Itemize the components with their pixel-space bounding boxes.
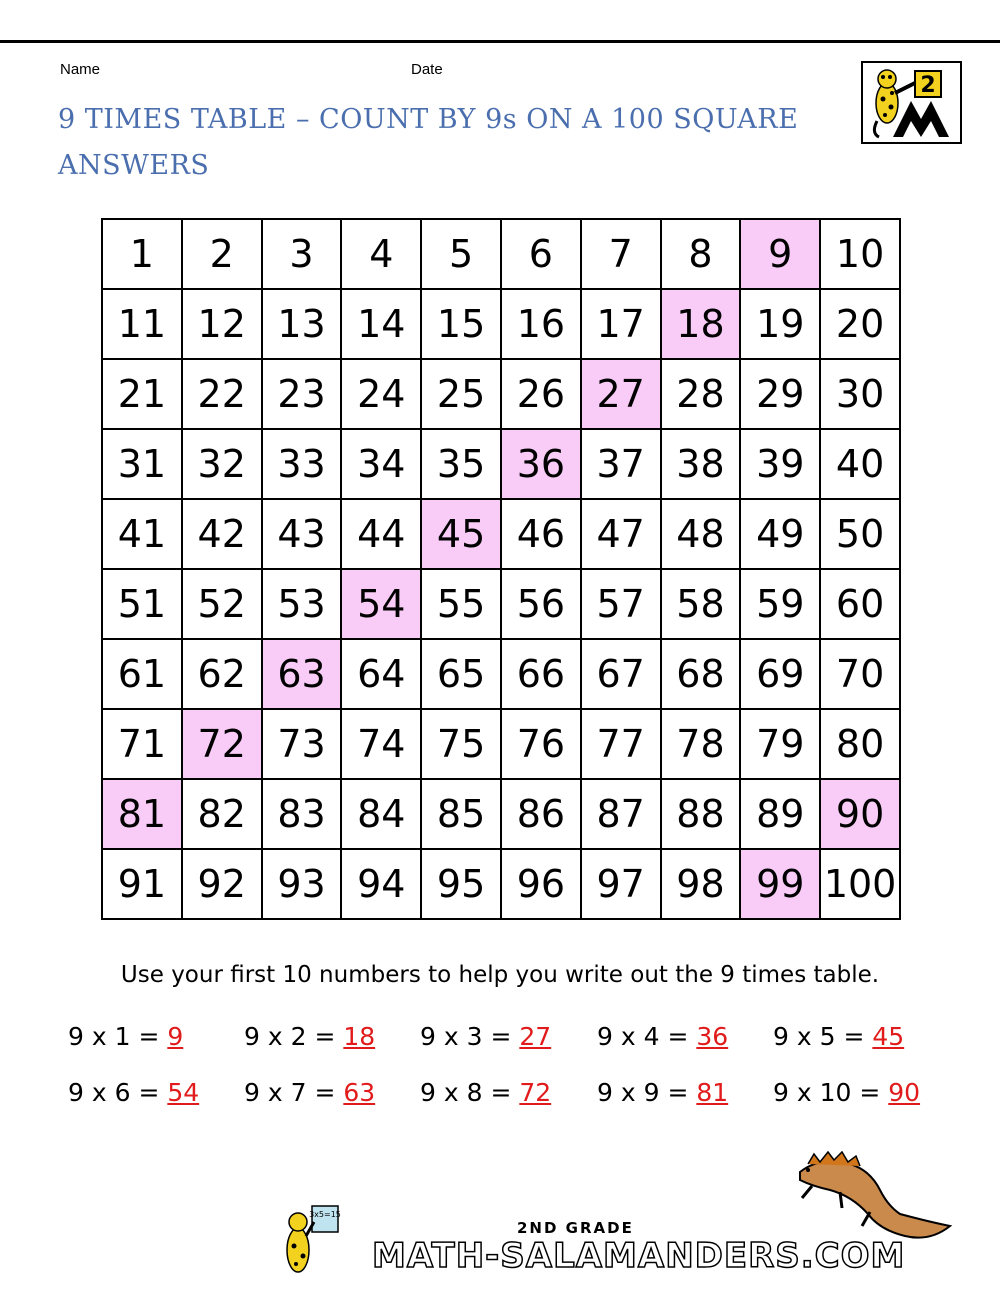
grid-cell: 93 <box>262 849 342 919</box>
grid-cell: 4 <box>341 219 421 289</box>
grid-cell: 86 <box>501 779 581 849</box>
grid-cell: 36 <box>501 429 581 499</box>
equation <box>773 1022 904 1051</box>
equation <box>244 1078 375 1107</box>
grid-row <box>102 289 900 359</box>
grid-cell: 14 <box>341 289 421 359</box>
grade-label: 2ND GRADE <box>517 1219 634 1237</box>
grid-cell: 46 <box>501 499 581 569</box>
grid-row <box>102 429 900 499</box>
board-text: 3x5=15 <box>309 1210 341 1219</box>
grid-cell: 27 <box>581 359 661 429</box>
grid-cell: 6 <box>501 219 581 289</box>
grid-cell: 24 <box>341 359 421 429</box>
grid-cell: 2 <box>182 219 262 289</box>
equation <box>68 1022 183 1051</box>
grid-cell: 82 <box>182 779 262 849</box>
instruction-text: Use your first 10 numbers to help you write out the 9 times table. <box>120 962 880 988</box>
grid-cell: 26 <box>501 359 581 429</box>
grid-cell: 7 <box>581 219 661 289</box>
salamander-mascot-icon <box>863 63 960 142</box>
equation-question: 9 x 1 = <box>68 1022 168 1051</box>
grid-row <box>102 359 900 429</box>
equation-answer: 81 <box>696 1078 729 1107</box>
grid-cell: 71 <box>102 709 182 779</box>
grid-cell: 44 <box>341 499 421 569</box>
grid-cell: 77 <box>581 709 661 779</box>
grid-row <box>102 709 900 779</box>
equation-question: 9 x 8 = <box>420 1078 520 1107</box>
equation-answer: 90 <box>888 1078 921 1107</box>
grid-cell: 13 <box>262 289 342 359</box>
equation-answer: 72 <box>519 1078 552 1107</box>
equation-answer: 18 <box>343 1022 376 1051</box>
top-rule <box>0 40 1000 43</box>
grid-cell: 21 <box>102 359 182 429</box>
grid-cell: 11 <box>102 289 182 359</box>
grid-cell: 32 <box>182 429 262 499</box>
grid-cell: 97 <box>581 849 661 919</box>
equation-question: 9 x 10 = <box>773 1078 889 1107</box>
equation-answer: 27 <box>519 1022 552 1051</box>
grid-cell: 25 <box>421 359 501 429</box>
grid-cell: 54 <box>341 569 421 639</box>
grid-cell: 15 <box>421 289 501 359</box>
grid-cell: 58 <box>661 569 741 639</box>
grid-cell: 80 <box>820 709 900 779</box>
grid-cell: 33 <box>262 429 342 499</box>
page-subtitle: ANSWERS <box>58 150 210 181</box>
equation-question: 9 x 6 = <box>68 1078 168 1107</box>
grid-cell: 100 <box>820 849 900 919</box>
grid-cell: 59 <box>740 569 820 639</box>
grid-cell: 85 <box>421 779 501 849</box>
grid-cell: 57 <box>581 569 661 639</box>
grid-cell: 10 <box>820 219 900 289</box>
equation <box>597 1078 728 1107</box>
equation <box>773 1078 920 1107</box>
grid-cell: 73 <box>262 709 342 779</box>
equation-question: 9 x 5 = <box>773 1022 873 1051</box>
grid-cell: 49 <box>740 499 820 569</box>
grid-cell: 66 <box>501 639 581 709</box>
grid-cell: 90 <box>820 779 900 849</box>
grid-cell: 5 <box>421 219 501 289</box>
grid-cell: 63 <box>262 639 342 709</box>
grid-cell: 51 <box>102 569 182 639</box>
grid-cell: 78 <box>661 709 741 779</box>
grid-cell: 39 <box>740 429 820 499</box>
grid-cell: 89 <box>740 779 820 849</box>
footer-mascot-icon <box>287 1206 341 1272</box>
grid-cell: 23 <box>262 359 342 429</box>
grid-cell: 87 <box>581 779 661 849</box>
grid-cell: 43 <box>262 499 342 569</box>
grid-cell: 67 <box>581 639 661 709</box>
grid-row <box>102 219 900 289</box>
equation-answer: 9 <box>167 1022 184 1051</box>
grid-cell: 64 <box>341 639 421 709</box>
equation <box>68 1078 199 1107</box>
grid-cell: 81 <box>102 779 182 849</box>
equation-question: 9 x 2 = <box>244 1022 344 1051</box>
grid-cell: 55 <box>421 569 501 639</box>
name-label: Name <box>60 61 101 78</box>
grid-cell: 88 <box>661 779 741 849</box>
site-logo-text: MATH-SALAMANDERS.COM <box>372 1236 906 1276</box>
grid-cell: 72 <box>182 709 262 779</box>
grid-cell: 1 <box>102 219 182 289</box>
grid-cell: 30 <box>820 359 900 429</box>
grid-cell: 22 <box>182 359 262 429</box>
grid-cell: 16 <box>501 289 581 359</box>
grid-cell: 38 <box>661 429 741 499</box>
equation-answer: 45 <box>872 1022 905 1051</box>
grid-cell: 76 <box>501 709 581 779</box>
equation-question: 9 x 7 = <box>244 1078 344 1107</box>
equation-answer: 36 <box>696 1022 729 1051</box>
grid-cell: 95 <box>421 849 501 919</box>
grid-cell: 84 <box>341 779 421 849</box>
grid-cell: 3 <box>262 219 342 289</box>
equation <box>597 1022 728 1051</box>
grid-cell: 91 <box>102 849 182 919</box>
grid-cell: 83 <box>262 779 342 849</box>
grid-cell: 42 <box>182 499 262 569</box>
grid-cell: 56 <box>501 569 581 639</box>
grid-cell: 47 <box>581 499 661 569</box>
grid-cell: 29 <box>740 359 820 429</box>
grid-row <box>102 779 900 849</box>
grid-cell: 41 <box>102 499 182 569</box>
grid-cell: 34 <box>341 429 421 499</box>
grid-row <box>102 639 900 709</box>
grid-cell: 35 <box>421 429 501 499</box>
grade-logo <box>861 61 962 144</box>
grid-cell: 68 <box>661 639 741 709</box>
grid-cell: 8 <box>661 219 741 289</box>
hundred-square <box>101 218 901 920</box>
equation-question: 9 x 9 = <box>597 1078 697 1107</box>
grid-row <box>102 499 900 569</box>
grid-cell: 92 <box>182 849 262 919</box>
grid-cell: 52 <box>182 569 262 639</box>
logo-digit: 2 <box>920 73 936 98</box>
grid-cell: 96 <box>501 849 581 919</box>
grid-cell: 74 <box>341 709 421 779</box>
grid-row <box>102 849 900 919</box>
grid-cell: 70 <box>820 639 900 709</box>
equation-answer: 54 <box>167 1078 200 1107</box>
grid-cell: 31 <box>102 429 182 499</box>
grid-cell: 65 <box>421 639 501 709</box>
grid-cell: 45 <box>421 499 501 569</box>
grid-cell: 19 <box>740 289 820 359</box>
grid-cell: 94 <box>341 849 421 919</box>
equation-answer: 63 <box>343 1078 376 1107</box>
grid-cell: 98 <box>661 849 741 919</box>
equation <box>420 1078 551 1107</box>
grid-cell: 28 <box>661 359 741 429</box>
grid-cell: 60 <box>820 569 900 639</box>
page-title: 9 TIMES TABLE – COUNT BY 9s ON A 100 SQUARE <box>58 104 799 135</box>
grid-cell: 20 <box>820 289 900 359</box>
grid-cell: 75 <box>421 709 501 779</box>
grid-cell: 9 <box>740 219 820 289</box>
grid-cell: 18 <box>661 289 741 359</box>
date-label: Date <box>411 61 443 78</box>
grid-cell: 17 <box>581 289 661 359</box>
grid-cell: 12 <box>182 289 262 359</box>
equation-question: 9 x 3 = <box>420 1022 520 1051</box>
newt-icon <box>800 1152 950 1238</box>
grid-cell: 50 <box>820 499 900 569</box>
grid-cell: 61 <box>102 639 182 709</box>
equation <box>420 1022 551 1051</box>
equation <box>244 1022 375 1051</box>
equation-question: 9 x 4 = <box>597 1022 697 1051</box>
grid-cell: 40 <box>820 429 900 499</box>
grid-cell: 69 <box>740 639 820 709</box>
grid-cell: 99 <box>740 849 820 919</box>
grid-cell: 79 <box>740 709 820 779</box>
grid-row <box>102 569 900 639</box>
grid-cell: 53 <box>262 569 342 639</box>
grid-cell: 48 <box>661 499 741 569</box>
grid-cell: 37 <box>581 429 661 499</box>
grid-cell: 62 <box>182 639 262 709</box>
